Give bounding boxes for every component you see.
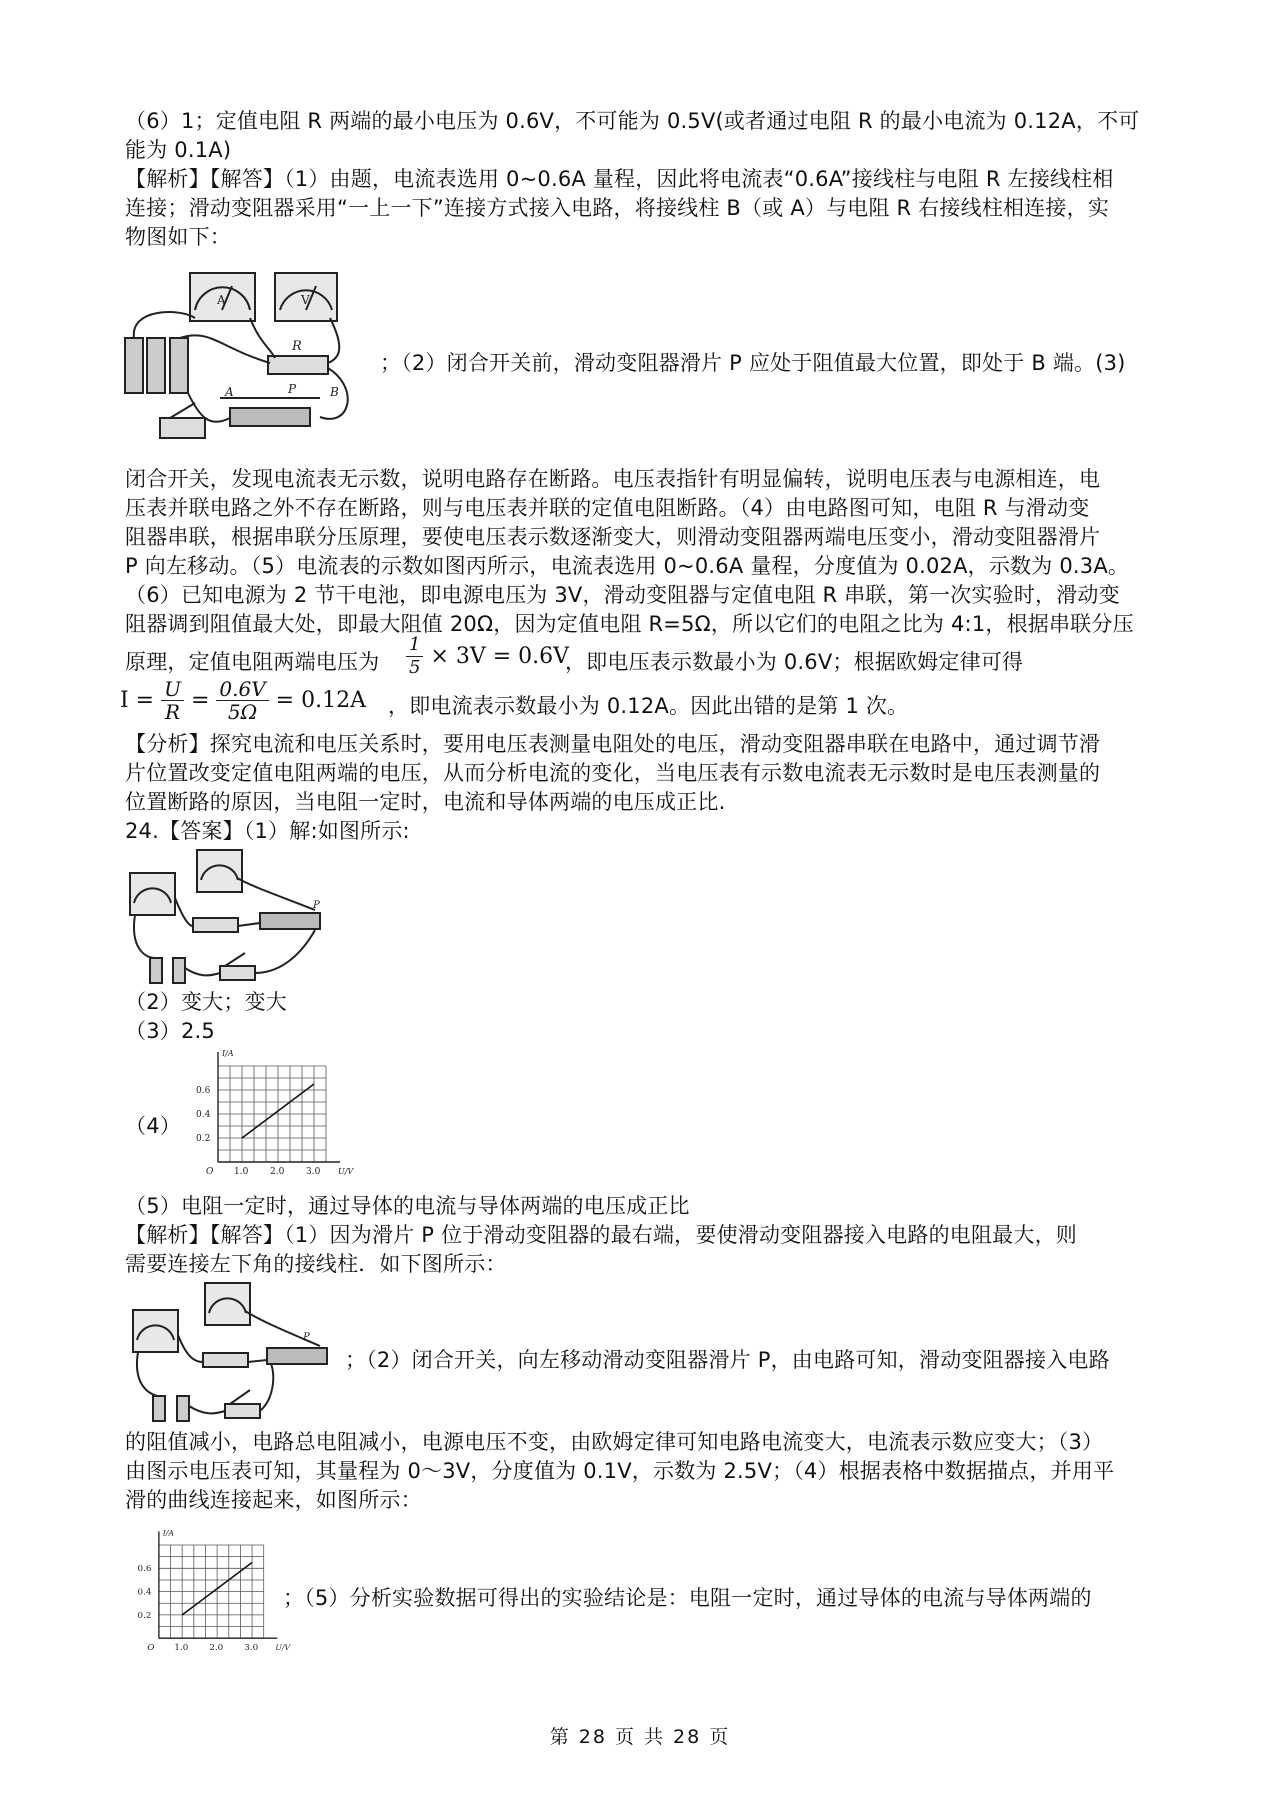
formula1-den: 5 (409, 657, 421, 678)
text-line: 闭合开关，发现电流表无示数，说明电路存在断路。电压表指针有明显偏转，说明电压表与电源相连，电 (125, 467, 1101, 491)
text-line: 连接；滑动变阻器采用“一上一下”连接方式接入电路，将接线柱 B（或 A）与电阻 R 右接线柱相连接，实 (125, 196, 1110, 220)
text-line: 阻器调到阻值最大处，即最大阻值 20Ω，因为定值电阻 R=5Ω，所以它们的电阻之比为 4:1，根据串联分压 (125, 612, 1134, 636)
text-line: 的阻值减小，电路总电阻减小，电源电压不变，由欧姆定律可知电路电流变大，电流表示数应变大；（3） (125, 1430, 1104, 1454)
text-line: 【解析】【解答】（1）由题，电流表选用 0~0.6A 量程，因此将电流表“0.6A”接线柱与电阻 R 左接线柱相 (125, 167, 1114, 191)
terminal-b-label: B (330, 385, 339, 399)
text-line: 需要连接左下角的接线柱．如下图所示： (125, 1252, 507, 1276)
y-tick-label: 0.2 (137, 1610, 152, 1621)
text-line: （6）已知电源为 2 节干电池，即电源电压为 3V，滑动变阻器与定值电阻 R 串联，第一次实验时，滑动变 (125, 583, 1120, 607)
text-line: P 向左移动。（5）电流表的示数如图丙所示，电流表选用 0~0.6A 量程，分度值为 0.02A，示数为 0.3A。 (125, 554, 1130, 578)
terminal-a-label: A (225, 385, 234, 399)
formula2-num: 0.6V (216, 678, 268, 701)
y-axis-label: I/A (222, 1049, 234, 1058)
text-line: 能为 0.1A) (125, 138, 232, 162)
formula-voltage (406, 634, 569, 679)
y-axis-label: I/A (162, 1528, 175, 1538)
y-tick-label: 0.4 (137, 1587, 152, 1598)
text-line: （5）电阻一定时，通过导体的电流与导体两端的电压成正比 (125, 1194, 690, 1218)
slider-label: P (303, 1332, 310, 1343)
formula1-rest: × 3V = 0.6V (430, 644, 570, 669)
circuit-figure-1 (120, 268, 370, 453)
x-tick-label: 1.0 (174, 1642, 189, 1653)
y-tick-label: 0.6 (137, 1564, 152, 1575)
text-line: ；（2）闭合开关，向左移动滑动变阻器滑片 P，由电路可知，滑动变阻器接入电路 (345, 1348, 1110, 1372)
slider-label: P (313, 900, 320, 911)
text-line: 位置断路的原因，当电阻一定时，电流和导体两端的电压成正比. (125, 790, 726, 814)
voltmeter-label: V (301, 293, 310, 307)
y-tick-label: 0.2 (196, 1134, 211, 1144)
formula2-lhs: I = (120, 688, 155, 713)
text-line: 24.【答案】（1）解:如图所示: (125, 819, 410, 843)
origin-label: O (147, 1642, 155, 1653)
text-line: 【分析】探究电流和电压关系时，要用电压表测量电阻处的电压，滑动变阻器串联在电路中，通过调节滑 (125, 732, 1101, 756)
text-line: 【解析】【解答】（1）因为滑片 P 位于滑动变阻器的最右端，要使滑动变阻器接入电路的电阻最大，则 (125, 1223, 1077, 1247)
formula-current (120, 678, 366, 723)
iv-graph-2 (122, 1525, 291, 1665)
origin-label: O (206, 1167, 214, 1177)
circuit-figure-2 (125, 848, 330, 988)
x-tick-label: 3.0 (306, 1167, 321, 1177)
text-line: 片位置改变定值电阻两端的电压，从而分析电流的变化，当电压表有示数电流表无示数时是电压表测量的 (125, 761, 1101, 785)
text-line: ，即电流表示数最小为 0.12A。因此出错的是第 1 次。 (388, 694, 909, 718)
text-line: （3）2.5 (125, 1019, 215, 1043)
x-tick-label: 1.0 (234, 1167, 249, 1177)
text-line: 阻器串联，根据串联分压原理，要使电压表示数逐渐变大，则滑动变阻器两端电压变小，滑动变阻器滑片 (125, 525, 1101, 549)
x-axis-label: U/V (338, 1167, 354, 1176)
formula2-rest: = 0.12A (275, 688, 366, 713)
page-footer: 第 28 页 共 28 页 (549, 1726, 731, 1748)
text-line: 压表并联电路之外不存在断路，则与电压表并联的定值电阻断路。（4）由电路图可知，电阻 R 与滑动变 (125, 496, 1090, 520)
resistor-label: R (292, 339, 302, 354)
iv-graph-1 (180, 1049, 354, 1185)
formula2-den: 5Ω (227, 700, 258, 724)
text-line: （6）1；定值电阻 R 两端的最小电压为 0.6V，不可能为 0.5V(或者通过电阻 R 的最小电流为 0.12A，不可 (125, 109, 1140, 133)
y-tick-label: 0.4 (196, 1110, 211, 1120)
text-line: （2）变大；变大 (125, 990, 287, 1014)
text-line: 由图示电压表可知，其量程为 0～3V，分度值为 0.1V，示数为 2.5V；（4）根据表格中数据描点，并用平 (125, 1459, 1115, 1483)
x-axis-label: U/V (275, 1642, 291, 1652)
text-line: （4） (125, 1114, 181, 1138)
slider-label: P (288, 382, 297, 396)
x-tick-label: 2.0 (209, 1642, 224, 1653)
text-line: 物图如下： (125, 225, 231, 249)
formula2-eq: = (190, 688, 210, 713)
text-line: 原理，定值电阻两端电压为 (125, 650, 380, 674)
text-line: 滑的曲线连接起来，如图所示： (125, 1488, 422, 1512)
x-tick-label: 3.0 (244, 1642, 259, 1653)
formula2-u: U (161, 678, 184, 701)
text-line: ；（5）分析实验数据可得出的实验结论是：电阻一定时，通过导体的电流与导体两端的 (283, 1586, 1092, 1610)
circuit-figure-3 (125, 1278, 335, 1428)
formula2-r: R (165, 700, 181, 724)
ammeter-label: A (217, 293, 226, 307)
y-tick-label: 0.6 (196, 1086, 211, 1096)
x-tick-label: 2.0 (270, 1167, 285, 1177)
formula1-num: 1 (406, 634, 423, 657)
text-line: ；（2）闭合开关前，滑动变阻器滑片 P 应处于阻值最大位置，即处于 B 端。(3) (380, 351, 1126, 375)
text-line: ，即电压表示数最小为 0.6V；根据欧姆定律可得 (565, 650, 1024, 674)
